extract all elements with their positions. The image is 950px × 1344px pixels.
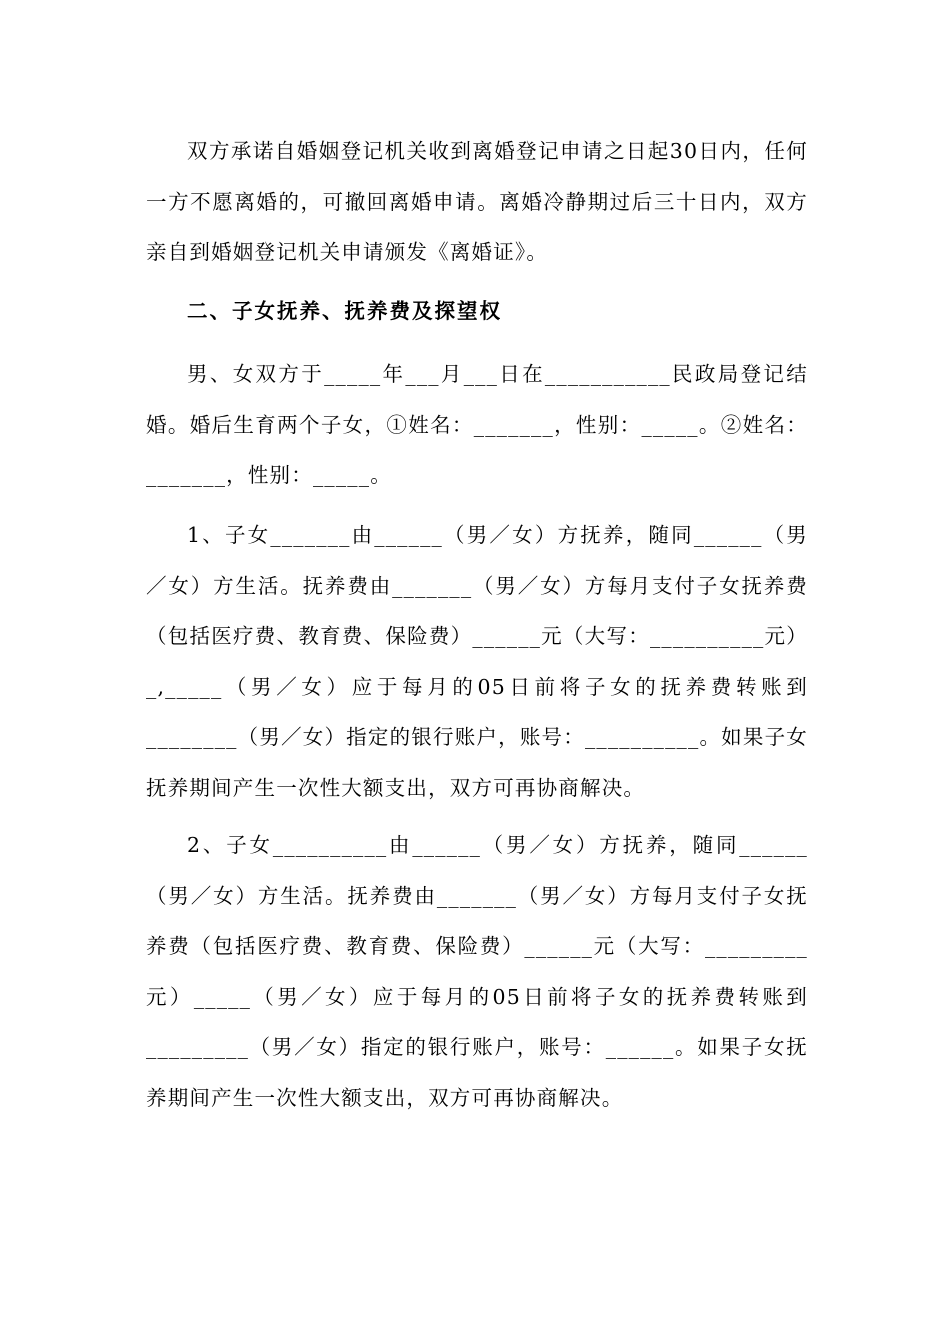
paragraph-cooling-off-period: 双方承诺自婚姻登记机关收到离婚登记申请之日起30日内，任何一方不愿离婚的，可撤回离婚申请。离婚冷静期过后三十日内，双方亲自到婚姻登记机关申请颁发《离婚证》。	[146, 139, 808, 264]
paragraph-child-support-1: 1、子女_______由______（男／女）方抚养，随同______（男／女）方生活。抚养费由_______（男／女）方每月支付子女抚养费（包括医疗费、教育费、保险费）______元（大写：__________元）_,_____（男／女）应于每月的05日前将子女的抚养费转账到________（男／女）指定的银行账户，账号：__________。如果子女抚养期间产生一次性大额支出，双方可再协商解决。	[146, 523, 808, 800]
paragraph-child-support-2: 2、子女__________由______（男／女）方抚养，随同______（男／女）方生活。抚养费由_______（男／女）方每月支付子女抚养费（包括医疗费、教育费、保险费）______元（大写：_________元）_____（男／女）应于每月的05日前将子女的抚养费转账到_________（男／女）指定的银行账户，账号：______。如果子女抚养期间产生一次性大额支出，双方可再协商解决。	[146, 833, 808, 1110]
paragraph-marriage-registration: 男、女双方于_____年___月___日在___________民政局登记结婚。婚后生育两个子女，①姓名：_______，性别：_____。②姓名：_______，性别：_____。	[146, 362, 808, 487]
section-two-heading: 二、子女抚养、抚养费及探望权	[187, 299, 502, 323]
